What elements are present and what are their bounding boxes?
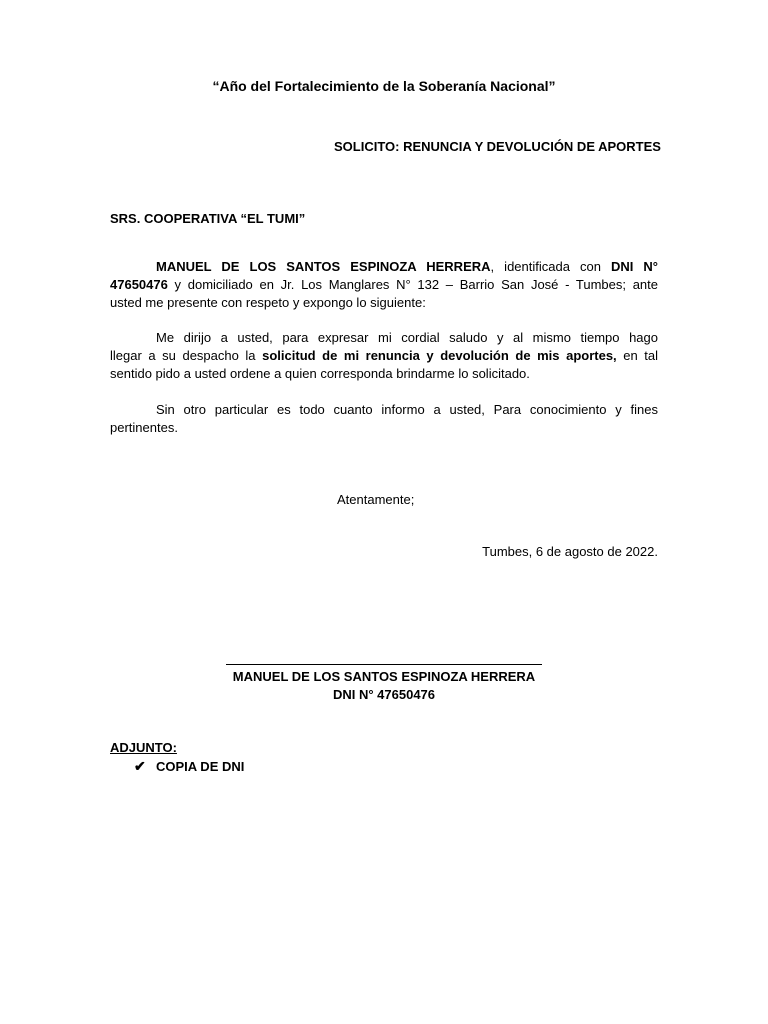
paragraph-line	[110, 347, 658, 365]
paragraph-line: pertinentes.	[110, 420, 178, 435]
request-emphasis: solicitud de mi renuncia y devolución de mis aportes,	[262, 348, 617, 363]
paragraph-line: Sin otro particular es todo cuanto informo a usted, Para conocimiento y fines	[156, 402, 658, 417]
paragraph-introduction	[110, 258, 658, 312]
attachment-label: COPIA DE DNI	[156, 759, 245, 774]
paragraph-text: en tal	[616, 348, 659, 363]
dni-label: DNI N°	[610, 259, 658, 274]
paragraph-text: , identificada con	[490, 259, 611, 274]
applicant-name: MANUEL DE LOS SANTOS ESPINOZA HERRERA	[156, 259, 491, 274]
paragraph-line: Me dirijo a usted, para expresar mi cordial saludo y al mismo tiempo hago	[156, 330, 658, 345]
closing-salutation: Atentamente;	[337, 492, 415, 507]
year-motto: “Año del Fortalecimiento de la Soberanía Nacional”	[212, 78, 556, 94]
dni-number: 47650476	[110, 277, 168, 292]
paragraph-text: y domiciliado en Jr. Los Manglares N° 132 – Barrio San José - Tumbes; ante	[167, 277, 658, 292]
attachment-item	[134, 758, 244, 775]
addressee: SRS. COOPERATIVA “EL TUMI”	[110, 211, 306, 226]
paragraph-line	[110, 276, 658, 294]
signature-line	[226, 664, 542, 665]
signature-dni: DNI N° 47650476	[332, 687, 436, 702]
paragraph-line: usted me presente con respeto y expongo lo siguiente:	[110, 295, 426, 310]
attachments-heading: ADJUNTO:	[110, 740, 177, 755]
subject-line: SOLICITO: RENUNCIA Y DEVOLUCIÓN DE APORTES	[334, 139, 661, 154]
signature-name: MANUEL DE LOS SANTOS ESPINOZA HERRERA	[232, 669, 536, 684]
paragraph-line	[110, 258, 658, 276]
paragraph-line: sentido pido a usted ordene a quien corresponda brindarme lo solicitado.	[110, 366, 530, 381]
date-line: Tumbes, 6 de agosto de 2022.	[482, 544, 658, 559]
paragraph-request	[110, 329, 658, 383]
paragraph-text: llegar a su despacho la	[110, 348, 263, 363]
check-icon: ✔	[134, 758, 146, 774]
paragraph-closing	[110, 401, 658, 437]
